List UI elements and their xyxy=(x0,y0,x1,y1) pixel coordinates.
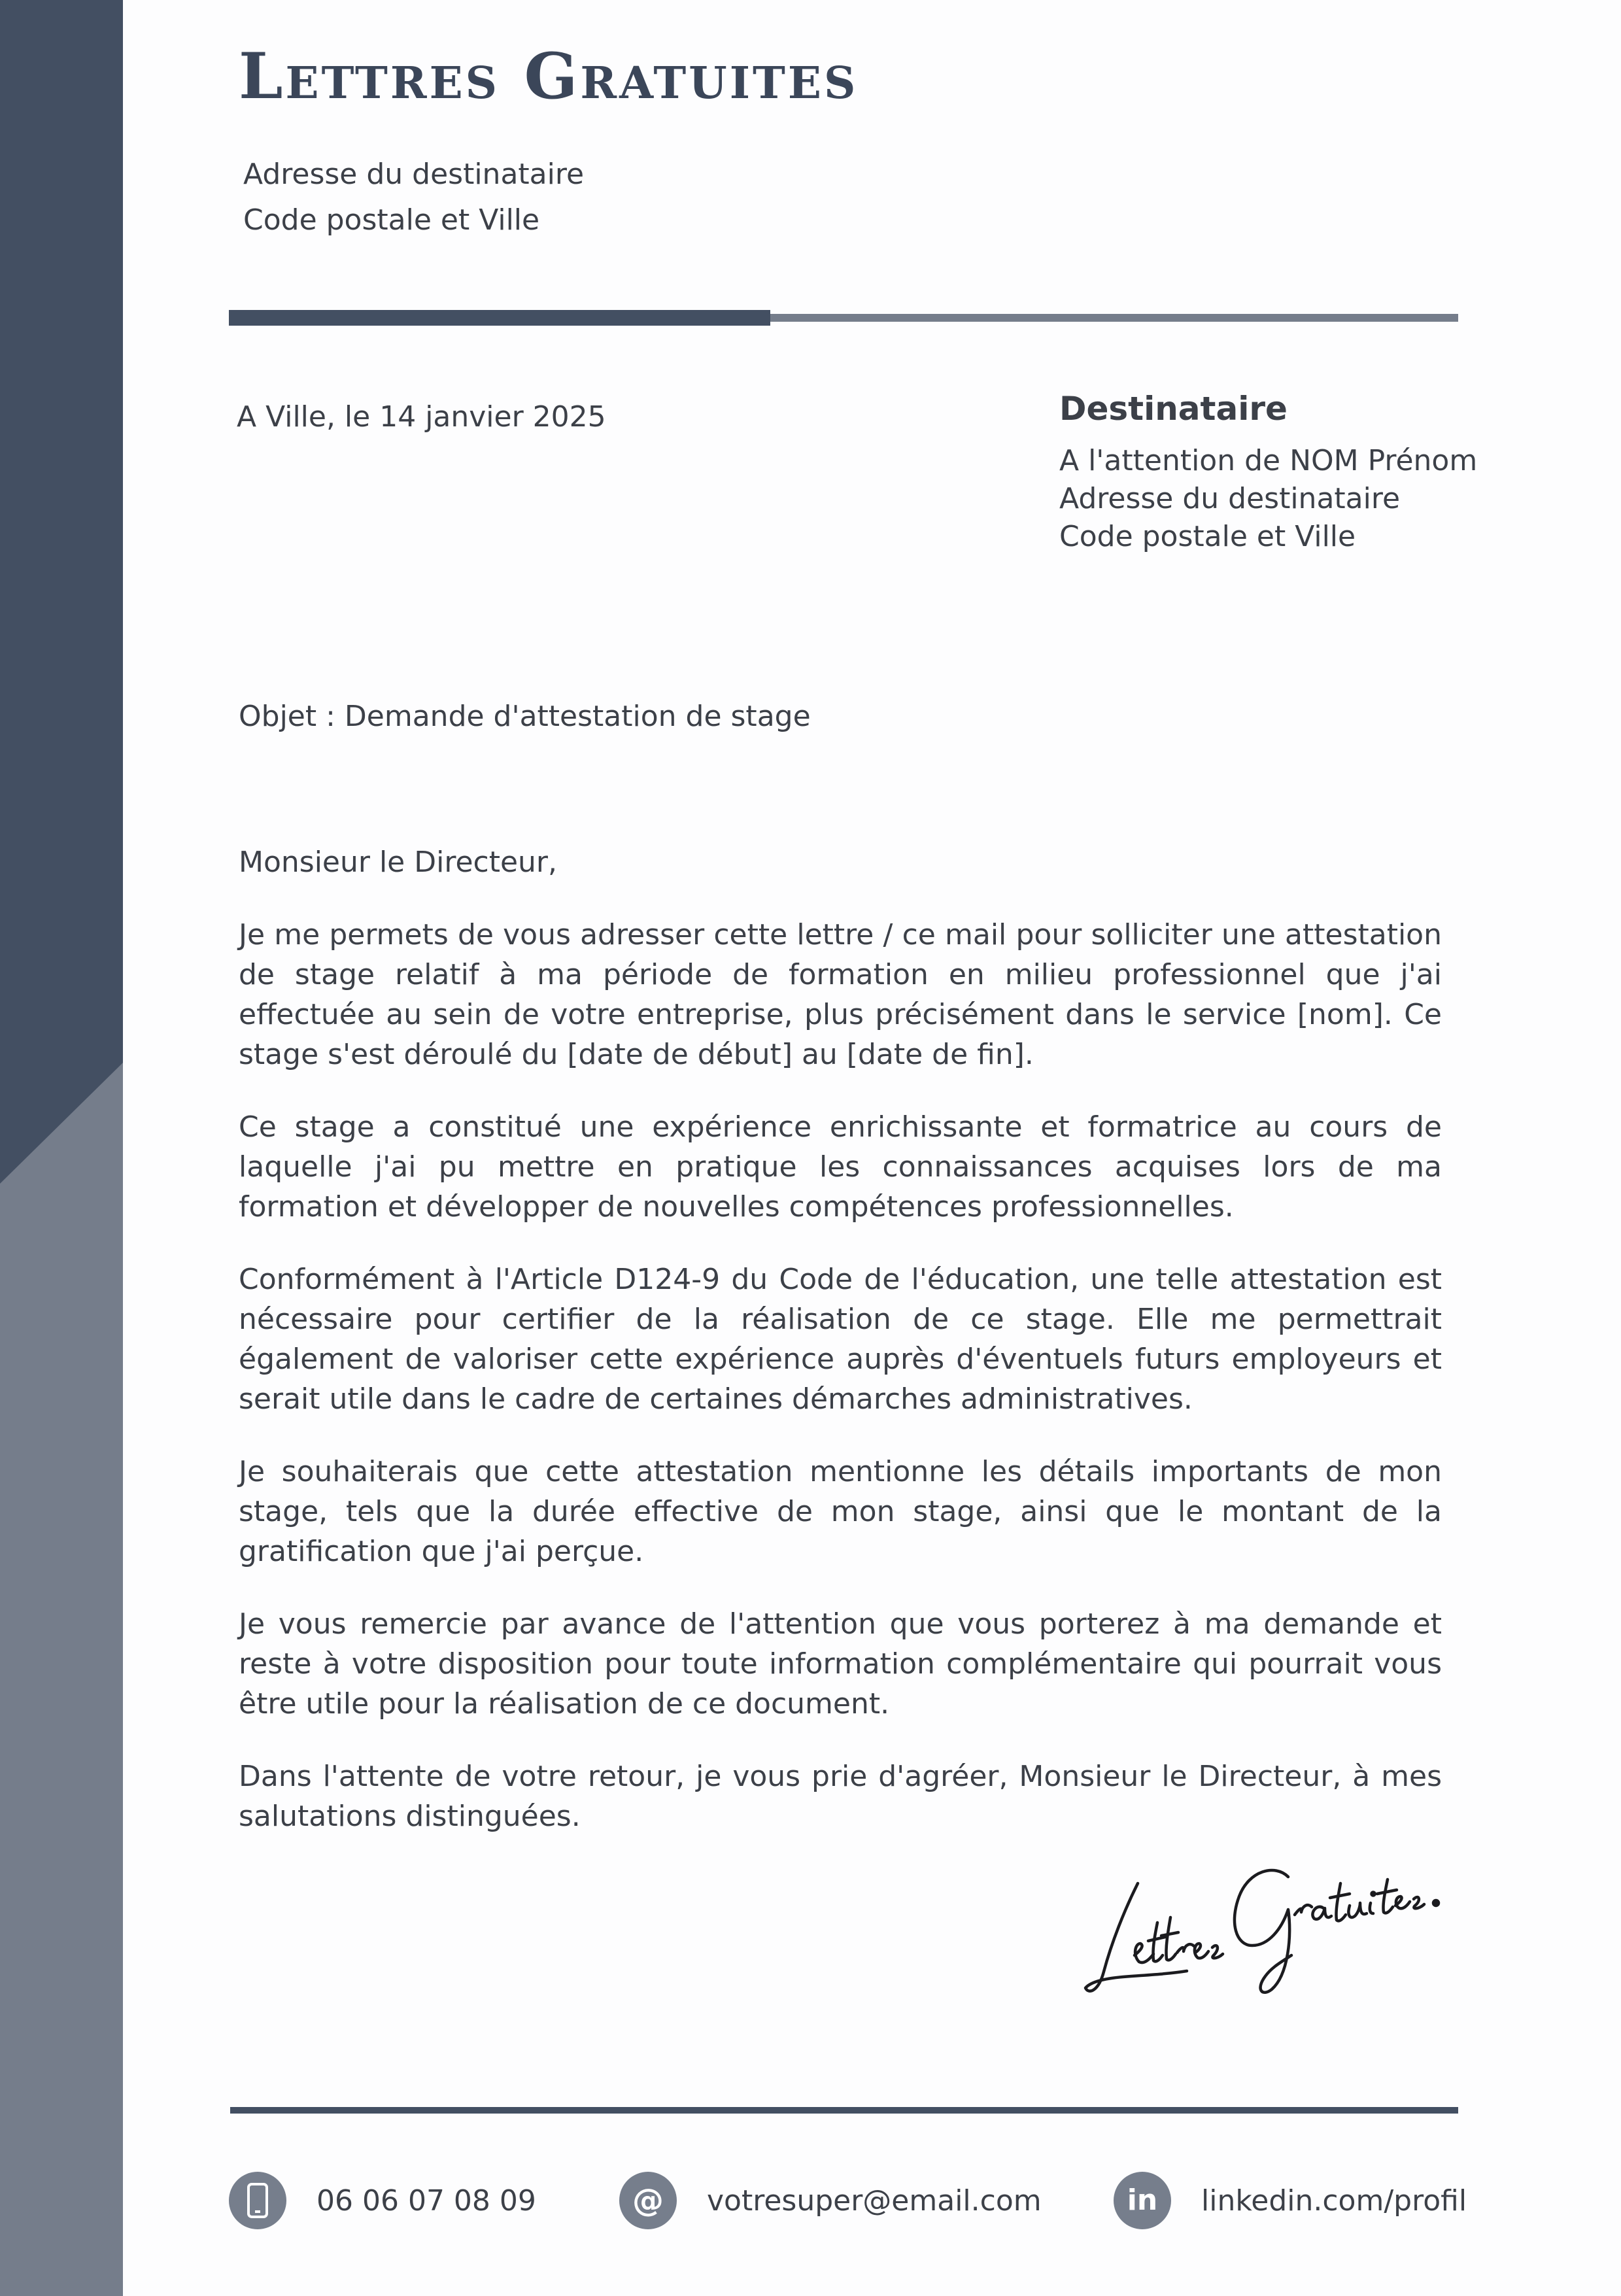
contact-linkedin xyxy=(1114,2171,1467,2230)
recipient-block xyxy=(1059,390,1477,556)
header-divider-thin xyxy=(770,314,1458,322)
date-line: A Ville, le 14 janvier 2025 xyxy=(237,400,606,434)
letter-body xyxy=(239,842,1442,1869)
footer-divider xyxy=(230,2107,1458,2114)
linkedin-icon: in xyxy=(1114,2172,1171,2229)
paragraph-request: Je me permets de vous adresser cette lettre / ce mail pour solliciter une attestation de stage relatif à ma période de formation en milieu professionnel que j'ai effectuée au sein de votre entreprise, plus précisément dans le service [nom]. Ce stage s'est déroulé du [date de début] au [date de fin]. xyxy=(239,918,1442,1071)
recipient-address-line: Adresse du destinataire xyxy=(1059,482,1401,515)
recipient-city-line: Code postale et Ville xyxy=(1059,520,1356,553)
sender-city-line: Code postale et Ville xyxy=(243,203,540,237)
phone-number: 06 06 07 08 09 xyxy=(316,2184,536,2218)
paragraph-thanks: Je vous remercie par avance de l'attention que vous porterez à ma demande et reste à votre disposition pour toute information complémentaire qui pourrait vous être utile pour la réalisation de ce document. xyxy=(239,1607,1442,1721)
header-divider-thick xyxy=(229,310,770,326)
sidebar-decoration xyxy=(0,0,123,2296)
paragraph-experience: Ce stage a constitué une expérience enrichissante et formatrice au cours de laquelle j'ai pu mettre en pratique les connaissances acquises lors de ma formation et développer de nouvelles compétences professionnelles. xyxy=(239,1110,1442,1224)
paragraph-closing: Dans l'attente de votre retour, je vous prie d'agréer, Monsieur le Directeur, à mes salutations distinguées. xyxy=(239,1760,1442,1833)
page-title: Lettres Gratuites xyxy=(239,39,859,113)
subject-line: Objet : Demande d'attestation de stage xyxy=(239,700,811,733)
email-address[interactable]: votresuper@email.com xyxy=(707,2184,1042,2218)
sender-address xyxy=(243,152,584,243)
handwritten-signature xyxy=(1072,1838,1465,2001)
paragraph-legal: Conformément à l'Article D124-9 du Code de l'éducation, une telle attestation est nécessaire pour certifier de la réalisation de ce stage. Elle me permettrait également de valoriser cette expérience auprès d'éventuels futurs employeurs et serait utile dans le cadre de certaines démarches administratives. xyxy=(239,1263,1442,1416)
contact-email xyxy=(619,2171,1042,2230)
sender-address-line: Adresse du destinataire xyxy=(243,158,585,191)
paragraph-details: Je souhaiterais que cette attestation mentionne les détails importants de mon stage, tels que la durée effective de mon stage, ainsi que le montant de la gratification que j'ai perçue. xyxy=(239,1455,1442,1568)
recipient-heading: Destinataire xyxy=(1059,390,1288,428)
salutation: Monsieur le Directeur, xyxy=(239,846,558,879)
linkedin-url[interactable]: linkedin.com/profil xyxy=(1201,2184,1467,2218)
at-sign-icon: @ xyxy=(619,2172,677,2229)
contact-phone xyxy=(229,2171,536,2230)
recipient-attention-line: A l'attention de NOM Prénom xyxy=(1059,444,1478,477)
phone-icon xyxy=(229,2172,286,2229)
